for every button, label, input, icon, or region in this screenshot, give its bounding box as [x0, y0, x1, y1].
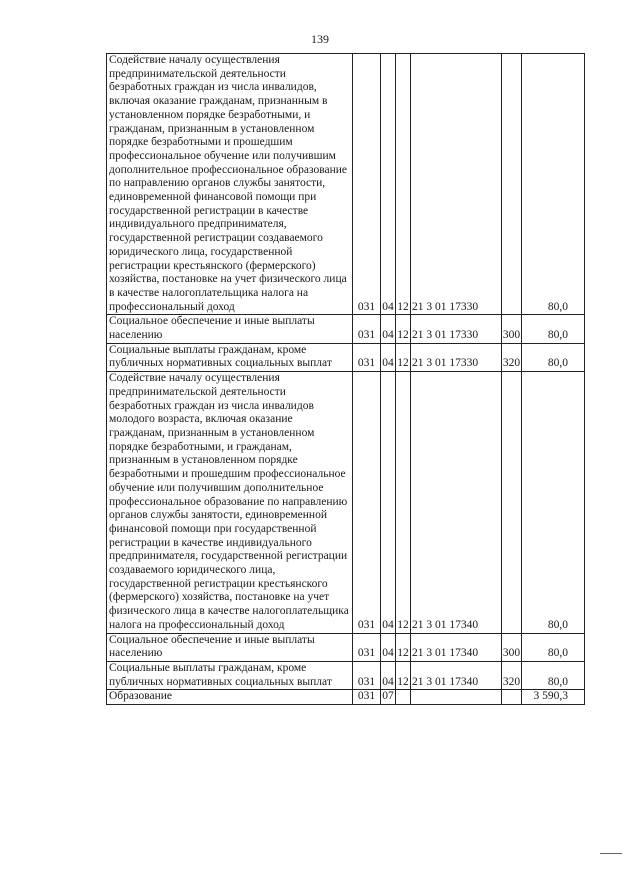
table-row — [107, 372, 585, 633]
amount-cell: 80,0 — [522, 343, 585, 371]
ministry-code: 031 — [353, 661, 381, 689]
ministry-code: 031 — [353, 633, 381, 661]
target-article-code: 21 3 01 17330 — [411, 343, 502, 371]
page-number: 139 — [311, 32, 329, 46]
table-row — [107, 661, 585, 689]
table-row — [107, 54, 585, 315]
subsection-code: 12 — [396, 633, 411, 661]
subsection-code: 12 — [396, 315, 411, 343]
subsection-code: 12 — [396, 54, 411, 315]
ministry-code: 031 — [353, 343, 381, 371]
table-row — [107, 343, 585, 371]
row-name: Социальные выплаты гражданам, кроме публичных нормативных социальных выплат — [107, 661, 353, 689]
row-name: Социальное обеспечение и иные выплаты населению — [107, 315, 353, 343]
section-code: 04 — [381, 54, 396, 315]
subsection-code: 12 — [396, 661, 411, 689]
amount-cell: 3 590,3 — [522, 690, 585, 705]
amount-cell: 80,0 — [522, 661, 585, 689]
section-code: 04 — [381, 633, 396, 661]
section-code: 04 — [381, 372, 396, 633]
ministry-code: 031 — [353, 372, 381, 633]
expense-type-code: 320 — [502, 661, 522, 689]
budget-table — [106, 53, 585, 705]
target-article-code: 21 3 01 17340 — [411, 633, 502, 661]
ministry-code: 031 — [353, 690, 381, 705]
target-article-code: 21 3 01 17340 — [411, 372, 502, 633]
amount-cell: 80,0 — [522, 315, 585, 343]
row-name: Социальное обеспечение и иные выплаты населению — [107, 633, 353, 661]
row-name: Содействие началу осуществления предпринимательской деятельности безработных граждан из числа инвалидов молодого возраста, включая оказание гражданам, признанным в установленном порядке безработными, и гражданам, признанным в установленном порядке безработными и прошедшим профессиональное обучение или получившим дополнительное профессиональное образование по направлению органов службы занятости, единовременной финансовой помощи при государственной регистрации в качестве индивидуального предпринимателя, государственной регистрации создаваемого юридического лица, государственной регистрации крестьянского (фермерского) хозяйства, постановке на учет физического лица в качестве налогоплательщика налога на профессиональный доход — [107, 372, 353, 633]
section-code: 04 — [381, 315, 396, 343]
target-article-code: 21 3 01 17340 — [411, 661, 502, 689]
amount-cell: 80,0 — [522, 54, 585, 315]
expense-type-code: 300 — [502, 633, 522, 661]
table-row — [107, 690, 585, 705]
expense-type-code — [502, 372, 522, 633]
expense-type-code — [502, 54, 522, 315]
table-row — [107, 315, 585, 343]
target-article-code — [411, 690, 502, 705]
target-article-code: 21 3 01 17330 — [411, 315, 502, 343]
section-code: 07 — [381, 690, 396, 705]
budget-table-body — [107, 54, 585, 705]
section-code: 04 — [381, 661, 396, 689]
scan-edge-mark — [600, 853, 622, 854]
amount-cell: 80,0 — [522, 372, 585, 633]
subsection-code: 12 — [396, 343, 411, 371]
expense-type-code: 320 — [502, 343, 522, 371]
subsection-code — [396, 690, 411, 705]
table-row — [107, 633, 585, 661]
row-name: Социальные выплаты гражданам, кроме публичных нормативных социальных выплат — [107, 343, 353, 371]
ministry-code: 031 — [353, 54, 381, 315]
subsection-code: 12 — [396, 372, 411, 633]
section-code: 04 — [381, 343, 396, 371]
ministry-code: 031 — [353, 315, 381, 343]
expense-type-code: 300 — [502, 315, 522, 343]
row-name: Содействие началу осуществления предпринимательской деятельности безработных граждан из числа инвалидов, включая оказание гражданам, признанным в установленном порядке безработными, и гражданам, признанным в установленном порядке безработными и прошедшим профессиональное обучение или получившим дополнительное профессиональное образование по направлению органов службы занятости, единовременной финансовой помощи при государственной регистрации в качестве индивидуального предпринимателя, государственной регистрации создаваемого юридического лица, государственной регистрации крестьянского (фермерского) хозяйства, постановке на учет физического лица в качестве налогоплательщика налога на профессиональный доход — [107, 54, 353, 315]
row-name: Образование — [107, 690, 353, 705]
target-article-code: 21 3 01 17330 — [411, 54, 502, 315]
amount-cell: 80,0 — [522, 633, 585, 661]
expense-type-code — [502, 690, 522, 705]
